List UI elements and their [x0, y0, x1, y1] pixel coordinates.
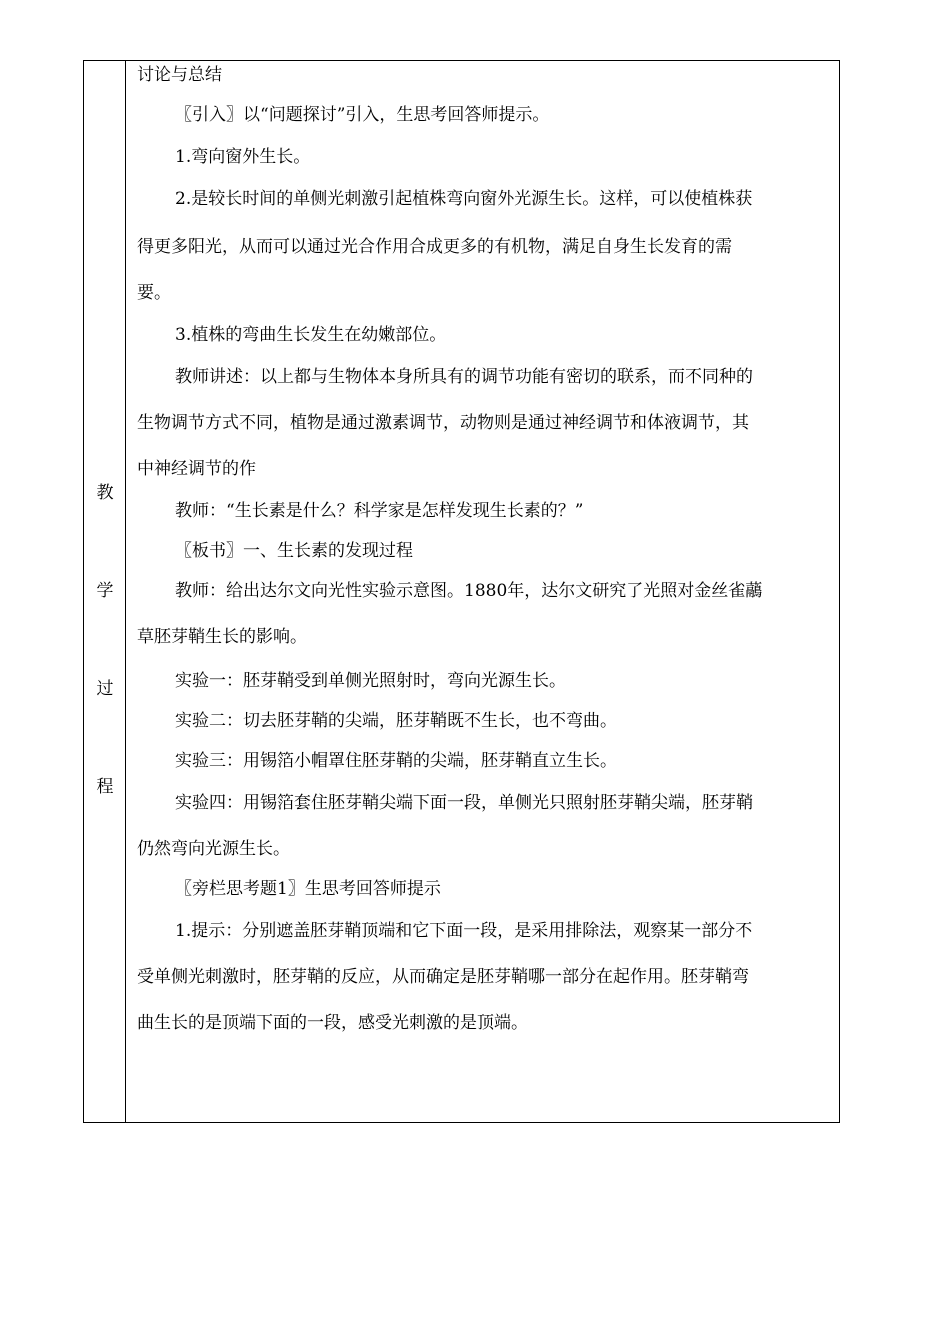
section-label-char: 程: [96, 777, 114, 797]
heading-discussion: 讨论与总结: [137, 65, 222, 85]
paragraph-line: 得更多阳光，从而可以通过光合作用合成更多的有机物，满足自身生长发育的需: [137, 237, 732, 257]
paragraph-line: 实验二：切去胚芽鞘的尖端，胚芽鞘既不生长，也不弯曲。: [175, 711, 617, 731]
lesson-table: [83, 60, 840, 1123]
paragraph-line: 2.是较长时间的单侧光刺激引起植株弯向窗外光源生长。这样，可以使植株获: [175, 189, 753, 209]
paragraph-line: 〖引入〗以“问题探讨”引入，生思考回答师提示。: [175, 105, 550, 125]
paragraph-line: 曲生长的是顶端下面的一段，感受光刺激的是顶端。: [137, 1013, 528, 1033]
paragraph-line: 实验一：胚芽鞘受到单侧光照射时，弯向光源生长。: [175, 671, 566, 691]
paragraph-line: 要。: [137, 283, 171, 303]
paragraph-line: 1.提示：分别遮盖胚芽鞘顶端和它下面一段，是采用排除法，观察某一部分不: [175, 921, 753, 941]
section-label-column: [84, 61, 126, 1122]
paragraph-line: 草胚芽鞘生长的影响。: [137, 627, 307, 647]
paragraph-line: 中神经调节的作: [137, 459, 256, 479]
section-label-char: 学: [96, 581, 114, 601]
paragraph-line: 1.弯向窗外生长。: [175, 147, 311, 167]
section-label-char: 教: [96, 483, 114, 503]
paragraph-line: 受单侧光刺激时，胚芽鞘的反应，从而确定是胚芽鞘哪一部分在起作用。胚芽鞘弯: [137, 967, 749, 987]
section-label-char: 过: [96, 679, 114, 699]
paragraph-line: 〖旁栏思考题1〗生思考回答师提示: [175, 879, 441, 899]
paragraph-line: 〖板书〗一、生长素的发现过程: [175, 541, 413, 561]
paragraph-line: 仍然弯向光源生长。: [137, 839, 290, 859]
paragraph-line: 3.植株的弯曲生长发生在幼嫩部位。: [175, 325, 447, 345]
paragraph-line: 教师：给出达尔文向光性实验示意图。1880年，达尔文研究了光照对金丝雀虉: [175, 581, 763, 601]
paragraph-line: 实验三：用锡箔小帽罩住胚芽鞘的尖端，胚芽鞘直立生长。: [175, 751, 617, 771]
paragraph-line: 生物调节方式不同，植物是通过激素调节，动物则是通过神经调节和体液调节，其: [137, 413, 749, 433]
paragraph-line: 教师：“生长素是什么？科学家是怎样发现生长素的？”: [175, 501, 584, 521]
paragraph-line: 教师讲述：以上都与生物体本身所具有的调节功能有密切的联系，而不同种的: [175, 367, 753, 387]
paragraph-line: 实验四：用锡箔套住胚芽鞘尖端下面一段，单侧光只照射胚芽鞘尖端，胚芽鞘: [175, 793, 753, 813]
